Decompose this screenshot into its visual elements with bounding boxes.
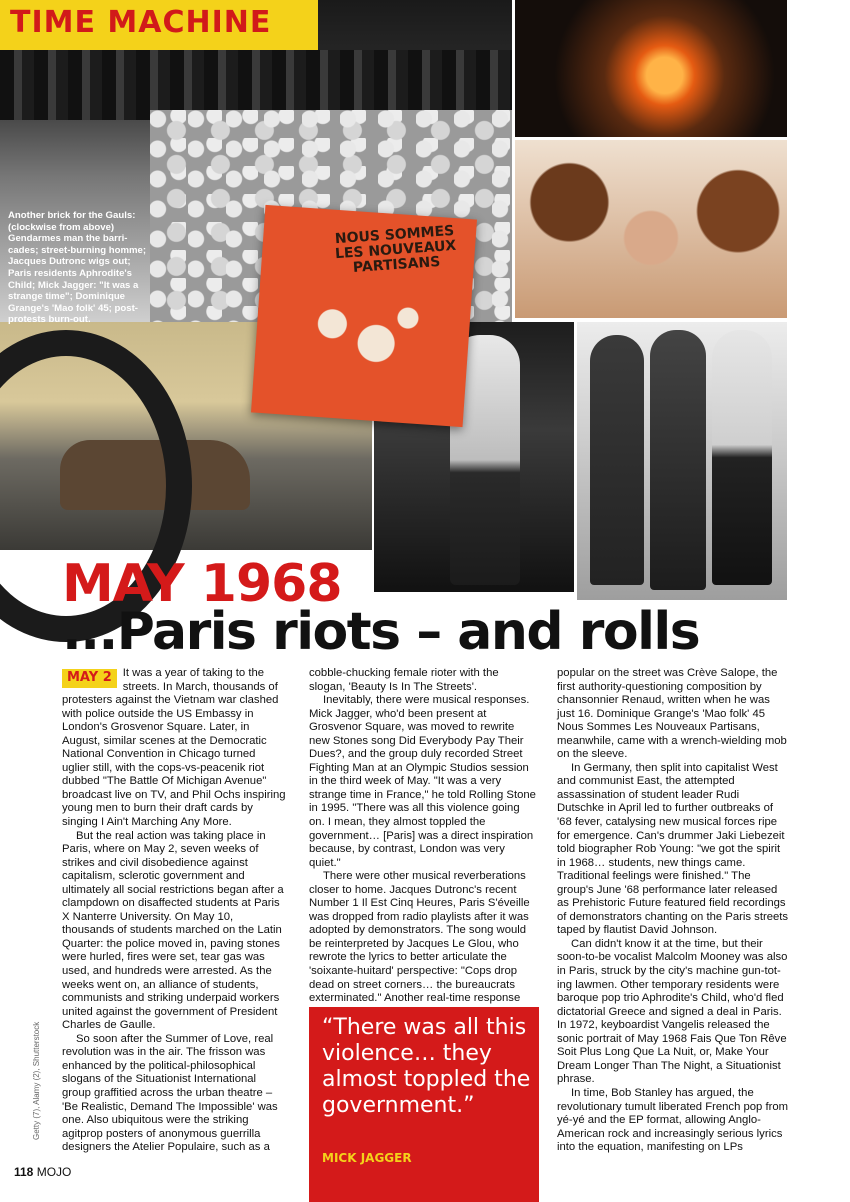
street-fire-photo (515, 0, 787, 137)
aphrodites-child-photo (515, 140, 787, 318)
band-member-figure (650, 330, 706, 590)
headline-subtitle: ...Paris riots – and rolls (62, 602, 700, 662)
page-number: 118 (14, 1165, 34, 1179)
paragraph: There were other musical reverberations closer to home. Jacques Dutronc's recent Number 1 Il Est Cinq Heures, Paris S'éveille was dropped from radio playlists after it was adopted by demonstrators. The song would be reinterpreted by Jacques Le Glou, who rewrote the lyrics to better articulate the 'soixante-huitard' perspective: "Cops drop dead on street corners… the bureaucrats exterminated." Another real-time response (309, 870, 530, 1005)
date-badge: MAY 2 (62, 669, 117, 688)
paragraph: popular on the street was Crève Salope, the first authority-questioning composition by chansonnier Renaud, written when he was just 16. Dominique Grange's 'Mao folk' 45 Nous Sommes Les Nouveaux Partisans, meanwhile, came with a wrench-wielding mob on the sleeve. (557, 667, 787, 761)
pull-quote-attribution: MICK JAGGER (322, 1151, 412, 1165)
photo-caption: Another brick for the Gauls: (clockwise from above) Gendarmes man the barri-cades; street-burning homme; Jacques Dutronc wigs out; Paris residents Aphrodite's Child; Mick Jagger: "It was a strange time"; Dominique Grange's 'Mao folk' 45; post-protests burn-out. (8, 210, 147, 326)
magazine-name: MOJO (36, 1165, 72, 1179)
article-column-1 (62, 667, 286, 1155)
paragraph: But the real action was taking place in Paris, where on May 2, seven weeks of strikes and civil disobedience against capitalism, sclerotic government and ultimately all social restrictions began after a clampdown on disaffected students at Paris X Nanterre University. On May 10, thousands of students marched on the Latin Quarter: the police moved in, paving stones were hurled, fires were set, tear gas was used, and hundreds were arrested. As the weeks went on, an alliance of students, communists and striking underpaid workers united against the government of President Charles de Gaulle. (62, 829, 284, 1032)
section-tag (0, 0, 318, 50)
pull-quote (309, 1007, 539, 1202)
headline-year: MAY 1968 (62, 554, 342, 614)
poster-illustration (283, 277, 440, 397)
section-tag-label: TIME MACHINE (10, 5, 272, 40)
article-column-3 (557, 667, 789, 1155)
paragraph: cobble-chucking female rioter with the slogan, 'Beauty Is In The Streets'. (309, 667, 499, 693)
paragraph: In time, Bob Stanley has argued, the revolutionary tumult liberated French pop from yé-yé and the EP format, allowing Anglo-American rock and increasingly serious lyrics into the equation, manifesting on LPs (557, 1086, 789, 1154)
band-member-figure (712, 330, 772, 585)
folio (14, 1165, 71, 1179)
paragraph: So soon after the Summer of Love, real revolution was in the air. The frisson was enhanced by the political-philosophical slogans of the Situationist International group graffitied across the urban theatre – 'Be Realistic, Demand The Impossible' was one. Also ubiquitous were the striking agitprop posters of anonymous guerrilla designers the Atelier Populaire, such as a (62, 1032, 278, 1154)
paragraph: It was a year of taking to the streets. In March, thousands of protesters against the Vietnam war clashed with police outside the US Embassy in London's Grosvenor Square. Later, in August, similar scenes at the Democratic National Convention in Chicago turned uglier still, with the cops-vs-peacenik riot dubbed "The Battle Of Michigan Avenue" broadcast live on TV, and Phil Ochs inspiring young men to burn their draft cards by singing I Ain't Marching Any More. (62, 667, 286, 829)
paragraph: In Germany, then split into capitalist West and communist East, the attempted assassination of student leader Rudi Dutschke in April led to further outbreaks of '68 fever, catalysing new musical forces ripe for emergence. Can's drummer Jaki Liebezeit told biographer Rob Young: "we got the spirit in 1968… students, new things came. Traditional feelings were finished." The group's June '68 performance later released as Prehistoric Future featured field recordings of demonstrators chanting on the Paris streets taped by flautist David Johnson. (557, 761, 789, 937)
poster-text: NOUS SOMMES LES NOUVEAUX PARTISANS (334, 222, 457, 277)
pull-quote-text: “There was all this violence… they almost toppled the government.” (322, 1015, 531, 1118)
photo-credit: Getty (7), Alamy (2), Shutterstock (32, 1021, 41, 1140)
article-column-2 (309, 667, 537, 1006)
paragraph: Can didn't know it at the time, but their soon-to-be vocalist Malcolm Mooney was also in Paris, struck by the city's machine gun-tot-ing lawmen. Other temporary residents were baroque pop trio Aphrodite's Child, who'd fled dictatorial Greece and signed a deal in Paris. In 1972, keyboardist Vangelis released the sonic portrait of May 1968 Fais Que Ton Rêve Soit Plus Long Que La Nuit, or, Make Your Dream Longer Than The Night, a Situationist phrase. (557, 937, 788, 1086)
paragraph: Inevitably, there were musical responses. Mick Jagger, who'd been present at Grosvenor Square, was moved to rewrite new Stones song Did Everybody Pay Their Dues?, and the group duly recorded Street Fighting Man at an Olympic Studios session in the third week of May. "It was a very strange time in France," he told Rolling Stone in 1995. "There was all this violence going on. I mean, they almost toppled the government… [Paris] was a direct inspiration because, by contrast, London was very quiet." (309, 694, 536, 869)
record-sleeve-poster (251, 205, 477, 427)
band-member-figure (590, 335, 644, 585)
